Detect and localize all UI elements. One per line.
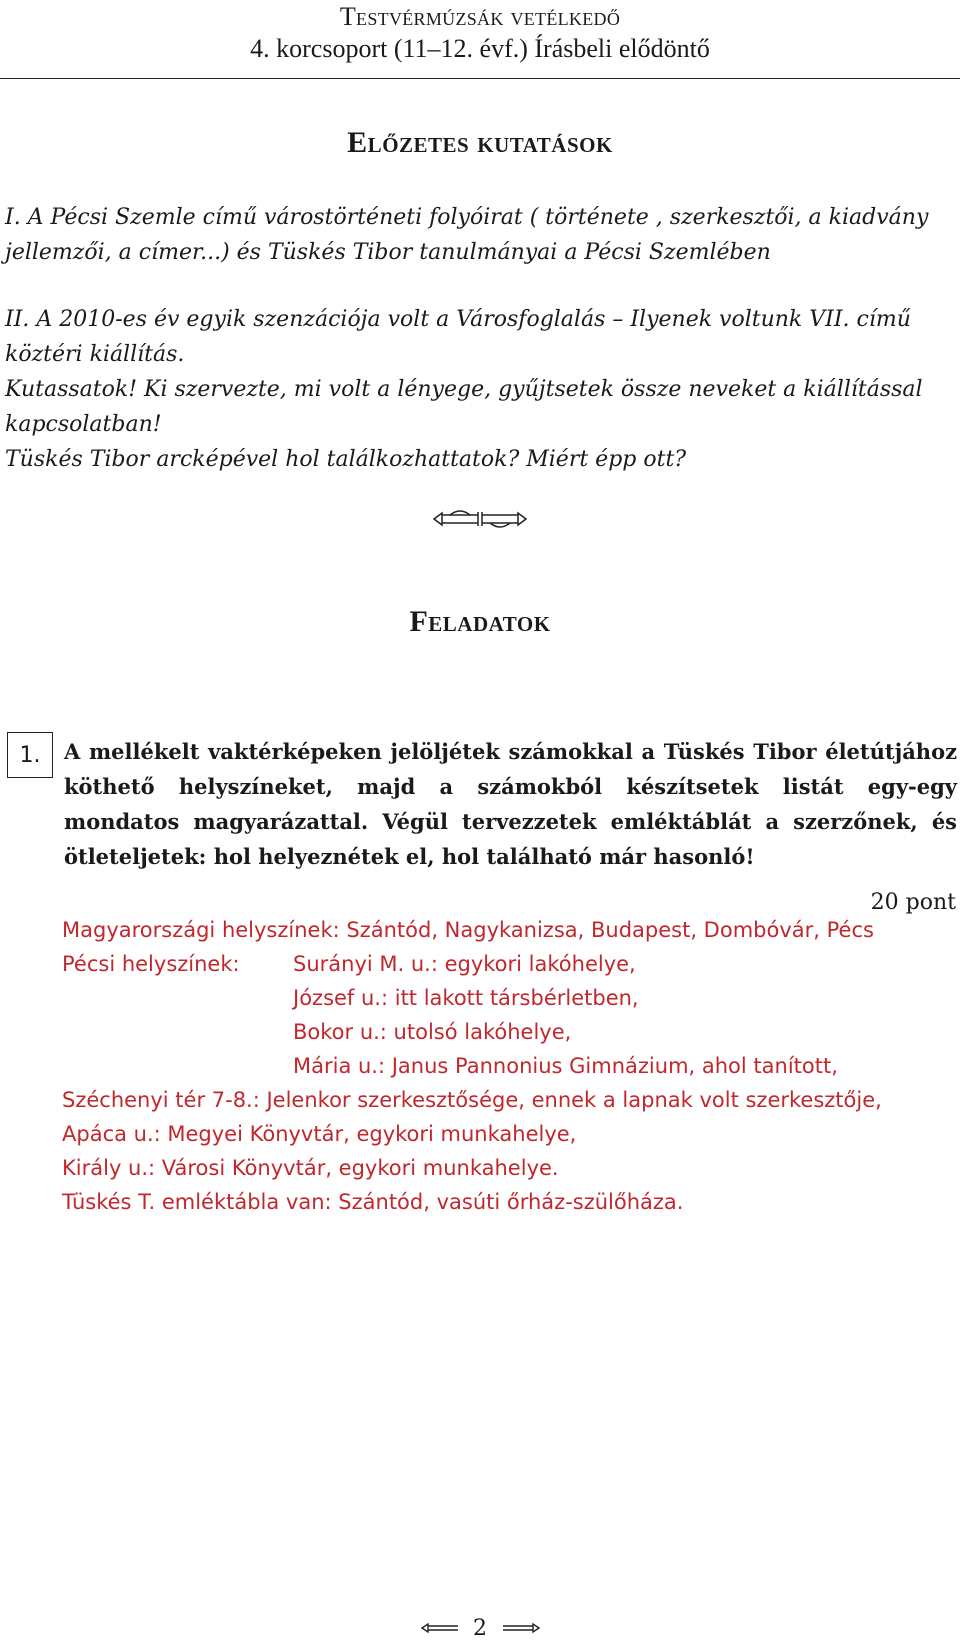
research-item-2-line-1: II. A 2010-es év egyik szenzációja volt a Városfoglalás – Ilyenek voltunk VII. című köztéri kiállítás. bbox=[5, 307, 911, 367]
research-item-2 bbox=[5, 302, 957, 477]
answer-pecs-item: Surányi M. u.: egykori lakóhelye, bbox=[293, 952, 636, 976]
answer-pecs-item: Bokor u.: utolsó lakóhelye, bbox=[293, 1020, 572, 1044]
task-points: 20 pont bbox=[870, 890, 956, 915]
answer-extra-item: Tüskés T. emléktábla van: Szántód, vasúti őrház-szülőháza. bbox=[62, 1190, 684, 1214]
research-item-2-line-2: Kutassatok! Ki szervezte, mi volt a lényege, gyűjtsetek össze neveket a kiállítással kapcsolatban! bbox=[5, 377, 923, 437]
tasks-heading: Feladatok bbox=[409, 605, 551, 638]
answer-pecs-item: József u.: itt lakott társbérletben, bbox=[293, 986, 639, 1010]
answer-pecs-item: Mária u.: Janus Pannonius Gimnázium, ahol tanított, bbox=[293, 1054, 838, 1078]
task-1-text: A mellékelt vaktérképeken jelöljétek számokkal a Tüskés Tibor életútjához köthető helyszíneket, majd a számokból készítsetek listát egy-egy mondatos magyarázattal. Végül tervezzetek emléktáblát a szerzőnek, és ötleteljetek: hol helyeznétek el, hol található már hasonló! bbox=[64, 739, 957, 869]
answer-extra-item: Király u.: Városi Könyvtár, egykori munkahelye. bbox=[62, 1156, 559, 1180]
header-title: Testvérmúzsák vetélkedő bbox=[339, 2, 621, 31]
footer-right-ornament-icon bbox=[501, 1621, 541, 1635]
ornament-divider-icon bbox=[0, 508, 960, 535]
page-number: 2 bbox=[473, 1616, 487, 1641]
footer-left-ornament-icon bbox=[420, 1621, 460, 1635]
answer-extra-item: Apáca u.: Megyei Könyvtár, egykori munkahelye, bbox=[62, 1122, 577, 1146]
page-footer bbox=[0, 1615, 960, 1641]
answer-pecs-label: Pécsi helyszínek: bbox=[62, 952, 240, 976]
research-heading: Előzetes kutatások bbox=[347, 126, 613, 159]
research-item-1: I. A Pécsi Szemle című várostörténeti folyóirat ( története , szerkesztői, a kiadvány jellemzői, a címer...) és Tüskés Tibor tanulmányai a Pécsi Szemlében bbox=[5, 205, 929, 265]
header-rule bbox=[0, 78, 960, 79]
task-number-box: 1. bbox=[7, 732, 53, 778]
answer-extra-item: Széchenyi tér 7-8.: Jelenkor szerkesztősége, ennek a lapnak volt szerkesztője, bbox=[62, 1088, 882, 1112]
research-item-2-line-3: Tüskés Tibor arcképével hol találkozhattatok? Miért épp ott? bbox=[5, 447, 687, 472]
answer-hungarian-locations: Magyarországi helyszínek: Szántód, Nagykanizsa, Budapest, Dombóvár, Pécs bbox=[62, 918, 874, 942]
header-subtitle: 4. korcsoport (11–12. évf.) Írásbeli elődöntő bbox=[250, 34, 710, 63]
